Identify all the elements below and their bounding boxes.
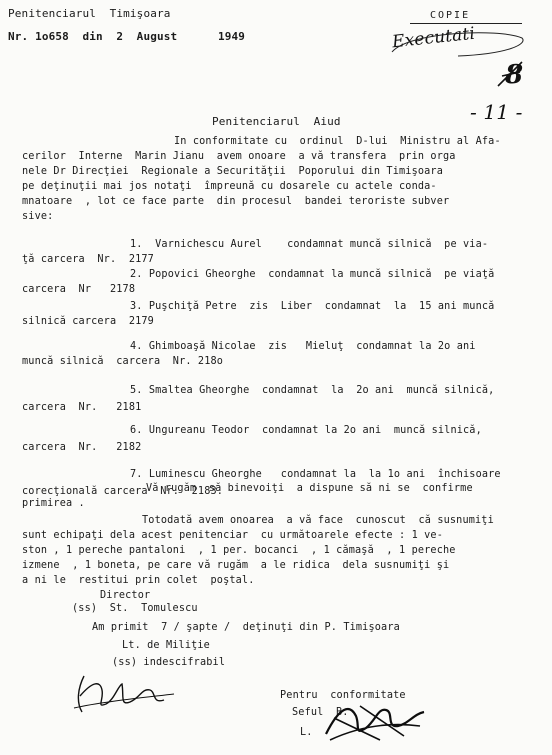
prisoner-item: 1. Varnichescu Aurel condamnat muncă silnică pe via- <box>130 239 489 250</box>
handwritten-signature-right <box>320 696 430 746</box>
handwritten-note-ring <box>388 30 528 60</box>
prisoner-item-cont: ţă carcera Nr. 2177 <box>22 254 154 265</box>
handwritten-note: Executati <box>391 23 476 53</box>
prisoner-item-cont: carcera Nr. 2182 <box>22 442 142 453</box>
prisoner-item: 5. Smaltea Gheorghe condamnat la 2o ani muncă silnică, <box>130 385 495 396</box>
request-paragraph <box>22 481 492 511</box>
received-note: Am primit 7 / şapte / deţinuţi din P. Timişoara <box>92 622 400 633</box>
intro-line: cerilor Interne Marin Jianu avem onoare a vă transfera prin orga <box>22 151 456 162</box>
equipment-line: ston , 1 pereche pantaloni , 1 per. bocanci , 1 cămaşă , 1 pereche <box>22 545 456 556</box>
prisoner-item-cont: silnică carcera 2179 <box>22 316 154 327</box>
institution-name: Penitenciarul Timişoara <box>8 7 171 20</box>
director-title: Director <box>100 590 151 601</box>
prisoner-item-cont: muncă silnică carcera Nr. 218o <box>22 356 224 367</box>
handwritten-number: 8 <box>505 60 524 90</box>
equipment-line: sunt echipaţi dela acest penitenciar cu următoarele efecte : 1 ve- <box>22 530 443 541</box>
illegible-signature-note: (ss) indescifrabil <box>112 657 226 668</box>
prisoner-item-cont: corecţională carcera Nr. 2183. <box>22 486 224 497</box>
intro-paragraph <box>22 134 501 224</box>
director-name: (ss) St. Tomulescu <box>72 603 198 614</box>
prisoner-item: 4. Ghimboaşă Nicolae zis Mieluţ condamnat la 2o ani <box>130 341 476 352</box>
equipment-line: Totodată avem onoarea a vă face cunoscut că susnumiţi <box>142 515 494 526</box>
prisoner-item: 6. Ungureanu Teodor condamnat la 2o ani muncă silnică, <box>130 425 482 436</box>
equipment-paragraph <box>22 513 492 588</box>
intro-line: In conformitate cu ordinul D-lui Ministru al Afa- <box>174 136 501 147</box>
equipment-line: izmene , 1 boneta, pe care vă rugăm a le ridica dela susnumiţi şi <box>22 560 450 571</box>
prisoner-item-cont: carcera Nr. 2181 <box>22 402 142 413</box>
prisoner-list <box>22 237 501 499</box>
intro-line: nele Dr Direcţiei Regionale a Securităţii Poporului din Timişoara <box>22 166 443 177</box>
prisoner-item: 7. Luminescu Gheorghe condamnat la la 1o ani închisoare <box>130 469 501 480</box>
handwritten-signature-left <box>70 668 180 718</box>
copy-mark: COPIE <box>430 10 471 21</box>
office-chief-initial: L. <box>300 727 313 738</box>
equipment-line: a ni le restitui prin colet poştal. <box>22 575 255 586</box>
addressee: Penitenciarul Aiud <box>212 115 341 128</box>
request-line: Vă rugăm să binevoiţi a dispune să ni se confirme <box>146 483 473 494</box>
prisoner-item: 3. Puşchiţă Petre zis Liber condamnat la 15 ani muncă <box>130 301 495 312</box>
intro-line: mnatoare , lot ce face parte din procesul bandei teroriste subver <box>22 196 450 207</box>
intro-line: pe deţinuţii mai jos notaţi împreună cu dosarele cu actele conda- <box>22 181 437 192</box>
page-marker: - 11 - <box>470 100 523 124</box>
handwritten-number-strike <box>496 58 526 90</box>
conformity-note: Pentru conformitate <box>280 690 406 701</box>
request-line: primirea . <box>22 498 85 509</box>
intro-line: sive: <box>22 211 54 222</box>
document-number: Nr. 1o658 din 2 August 1949 <box>8 30 246 43</box>
office-chief: Seful B. <box>292 707 349 718</box>
prisoner-item: 2. Popovici Gheorghe condamnat la muncă silnică pe viaţă <box>130 269 495 280</box>
officer-rank: Lt. de Miliţie <box>122 640 210 651</box>
prisoner-item-cont: carcera Nr 2178 <box>22 284 136 295</box>
